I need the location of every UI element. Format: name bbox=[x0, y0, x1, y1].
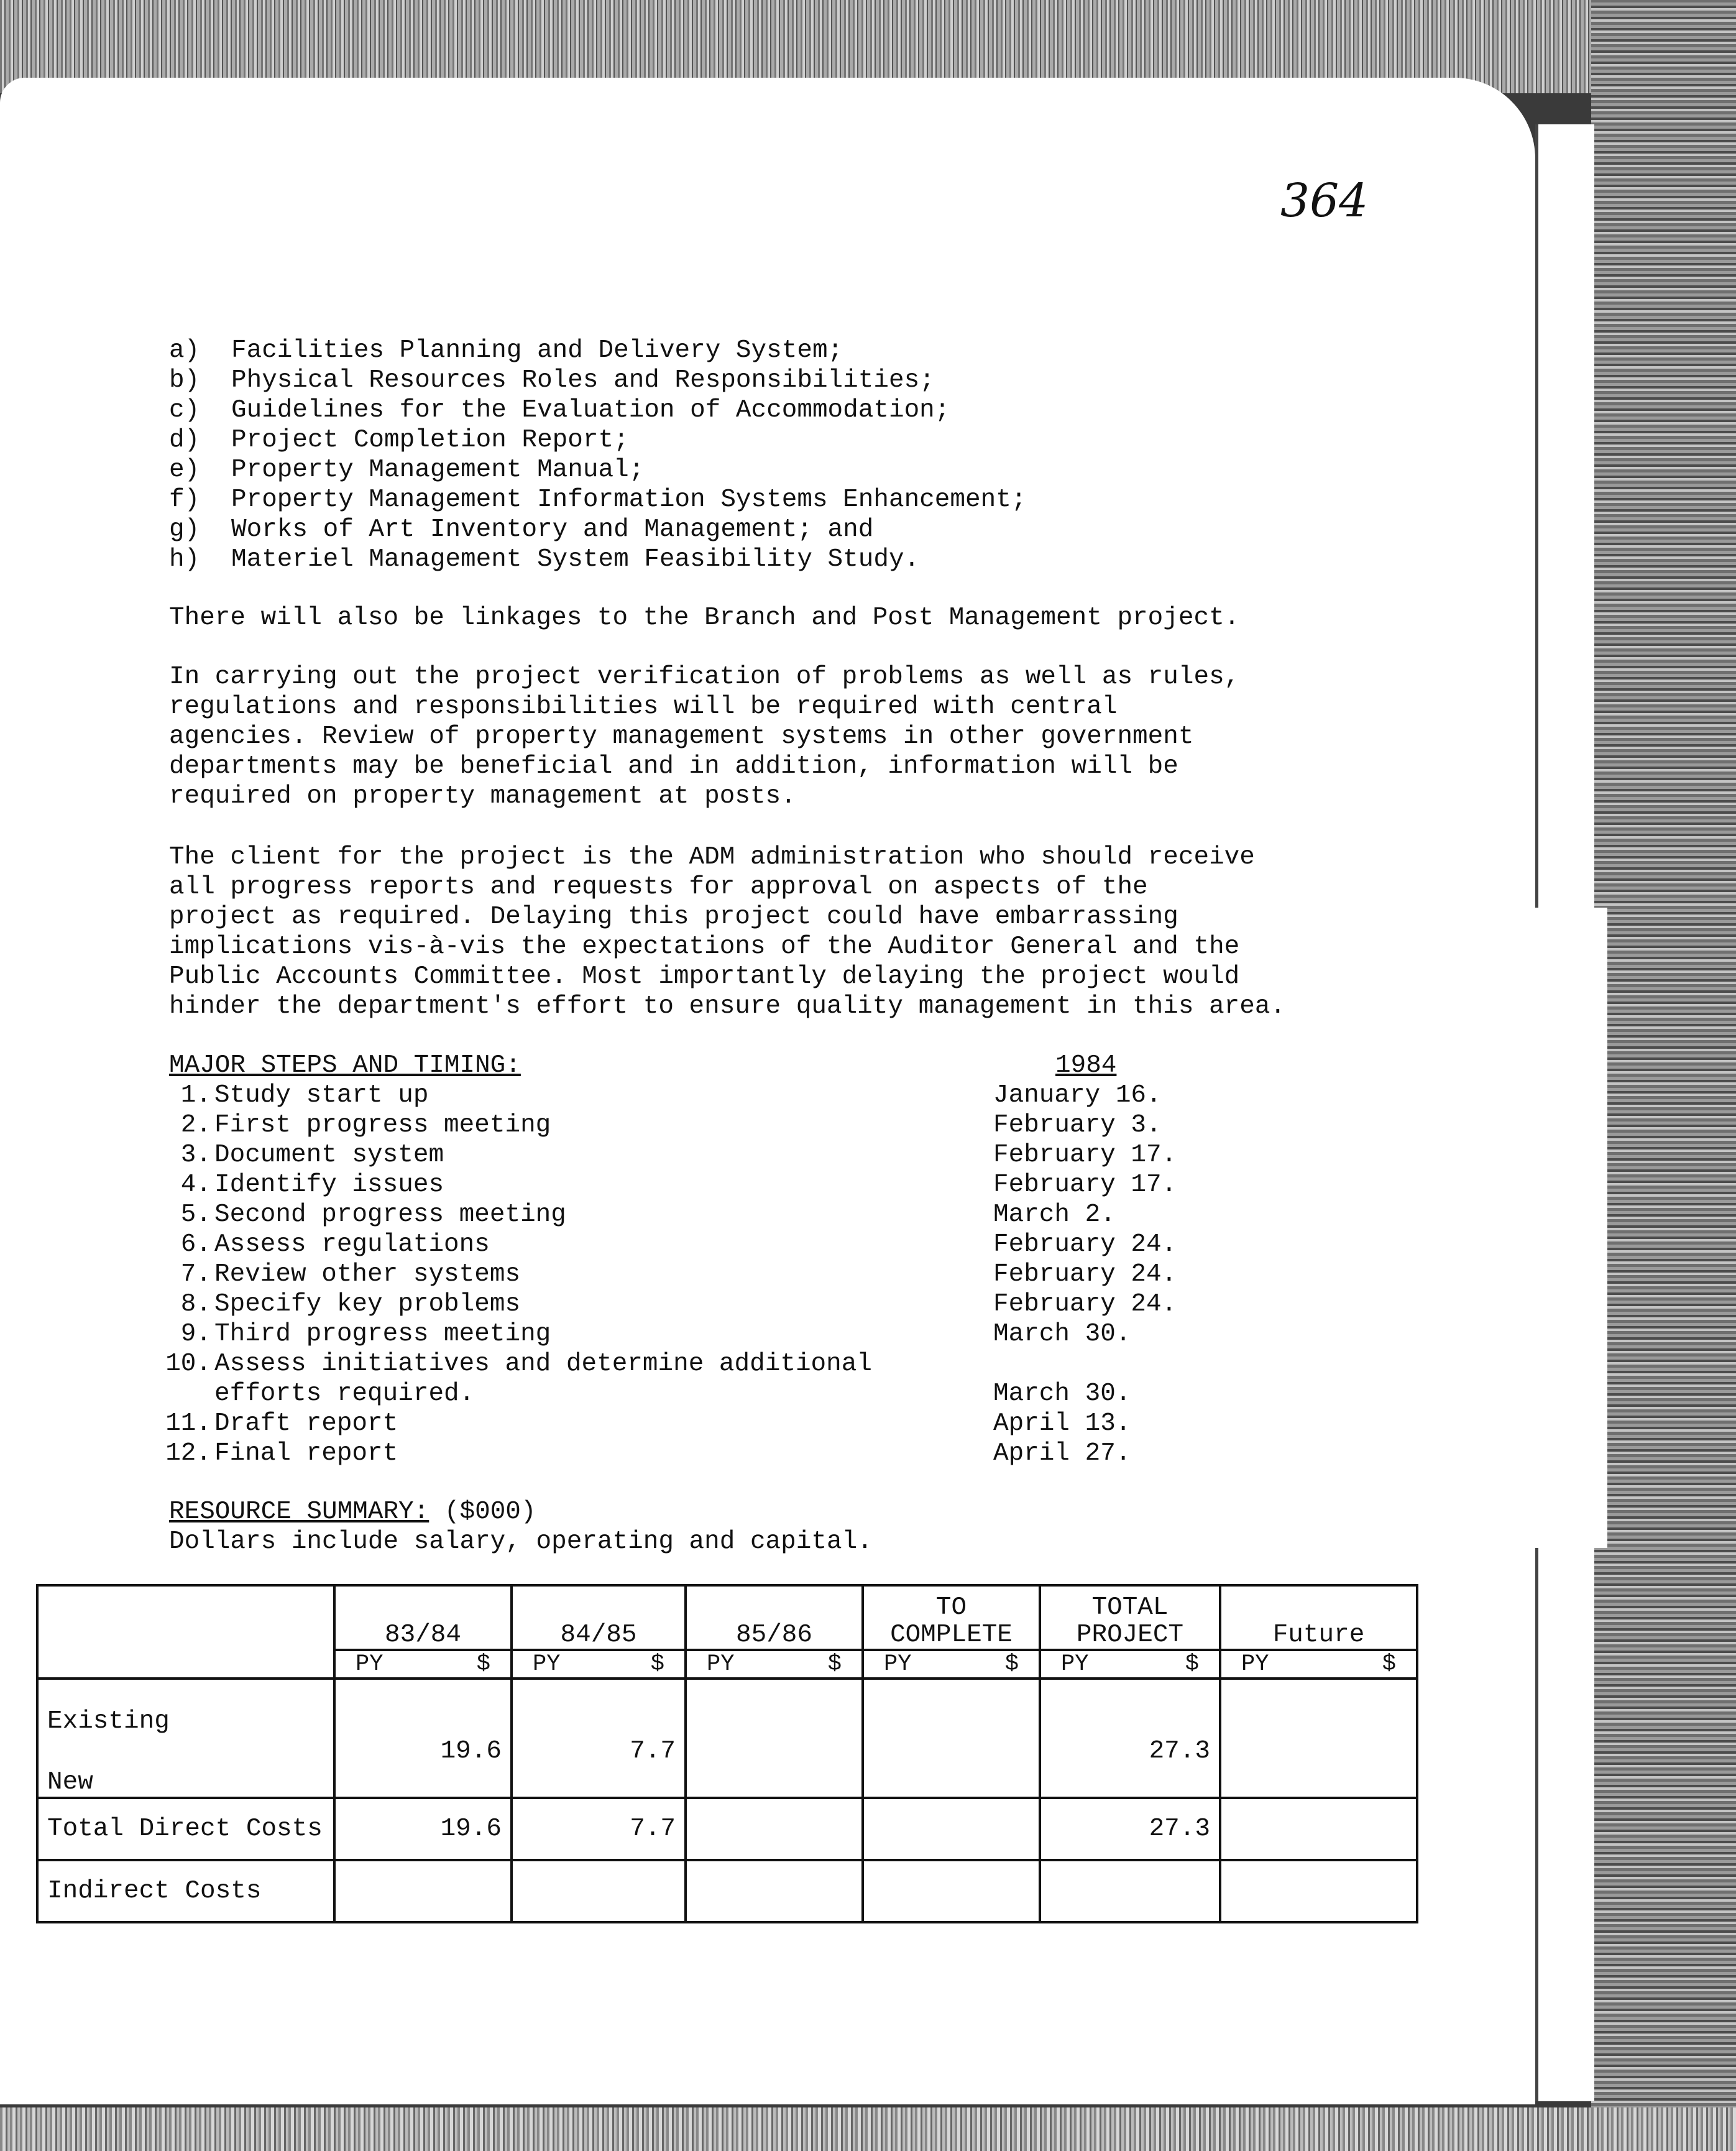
dollar-label: $ bbox=[476, 1651, 490, 1677]
step-number: 8. bbox=[180, 1290, 211, 1319]
list-letter: h) bbox=[169, 545, 200, 574]
step-row bbox=[155, 1230, 1212, 1260]
scan-border-bottom bbox=[0, 2107, 1736, 2151]
list-text: Project Completion Report; bbox=[231, 426, 629, 454]
step-number: 5. bbox=[180, 1200, 211, 1229]
column-header: 84/85 bbox=[512, 1585, 686, 1650]
linkages-paragraph bbox=[169, 603, 1350, 633]
table-cell bbox=[686, 1679, 863, 1798]
py-label: PY bbox=[533, 1651, 561, 1677]
row-label-cell bbox=[37, 1679, 334, 1798]
step-number: 10. bbox=[165, 1350, 211, 1378]
step-date: March 30. bbox=[993, 1320, 1131, 1348]
step-date: February 17. bbox=[993, 1141, 1177, 1169]
step-text: Identify issues bbox=[214, 1171, 444, 1199]
step-text: First progress meeting bbox=[214, 1111, 551, 1140]
list-item bbox=[169, 455, 1350, 485]
list-letter: g) bbox=[169, 515, 200, 544]
resource-unit: ($000) bbox=[444, 1498, 536, 1526]
paragraph-line: required on property management at posts. bbox=[169, 782, 796, 811]
step-row bbox=[155, 1439, 1212, 1468]
step-row bbox=[155, 1110, 1212, 1140]
list-item bbox=[169, 366, 1350, 395]
table-cell bbox=[686, 1798, 863, 1860]
step-row bbox=[155, 1260, 1212, 1289]
step-date: February 3. bbox=[993, 1111, 1162, 1140]
new-label: New bbox=[47, 1768, 93, 1797]
column-header: 83/84 bbox=[334, 1585, 512, 1650]
table-corner-cell bbox=[37, 1585, 334, 1679]
step-row bbox=[155, 1140, 1212, 1170]
major-steps-section bbox=[155, 1051, 1212, 1468]
step-text: Specify key problems bbox=[214, 1290, 521, 1319]
step-number: 12. bbox=[165, 1439, 211, 1468]
scan-border-right bbox=[1591, 0, 1736, 2151]
steps-year: 1984 bbox=[1055, 1051, 1117, 1080]
step-row bbox=[155, 1349, 1212, 1379]
steps-header-row bbox=[155, 1051, 1212, 1080]
table-cell: 7.7 bbox=[512, 1798, 686, 1860]
list-item bbox=[169, 485, 1350, 515]
paragraph-line: hinder the department's effort to ensure quality management in this area. bbox=[169, 992, 1286, 1021]
step-number: 11. bbox=[165, 1409, 211, 1438]
step-date: January 16. bbox=[993, 1081, 1162, 1110]
list-text: Works of Art Inventory and Management; and bbox=[231, 515, 874, 544]
step-number: 2. bbox=[180, 1111, 211, 1140]
list-letter: a) bbox=[169, 336, 200, 365]
list-text: Facilities Planning and Delivery System; bbox=[231, 336, 843, 365]
column-header: 85/86 bbox=[686, 1585, 863, 1650]
table-cell bbox=[863, 1679, 1040, 1798]
dollar-label: $ bbox=[1185, 1651, 1199, 1677]
paragraph-line: Public Accounts Committee. Most importantly delaying the project would bbox=[169, 962, 1240, 991]
list-item bbox=[169, 515, 1350, 545]
py-label: PY bbox=[707, 1651, 735, 1677]
table-row bbox=[37, 1679, 1417, 1798]
step-number: 4. bbox=[180, 1171, 211, 1199]
step-text: Assess initiatives and determine additional bbox=[214, 1350, 872, 1378]
client-paragraph bbox=[169, 842, 1350, 1021]
handwritten-page-number: 364 bbox=[1280, 174, 1369, 228]
list-text: Guidelines for the Evaluation of Accommodation; bbox=[231, 396, 950, 425]
list-letter: b) bbox=[169, 366, 200, 395]
step-row bbox=[155, 1080, 1212, 1110]
paragraph-line: In carrying out the project verification of problems as well as rules, bbox=[169, 663, 1240, 691]
paragraph-line: all progress reports and requests for approval on aspects of the bbox=[169, 873, 1148, 901]
table-cell bbox=[1220, 1798, 1417, 1860]
step-row bbox=[155, 1200, 1212, 1230]
resource-heading: RESOURCE SUMMARY: bbox=[169, 1498, 429, 1526]
resource-note: Dollars include salary, operating and capital. bbox=[169, 1527, 873, 1556]
resource-heading-line bbox=[169, 1497, 873, 1527]
dollar-label: $ bbox=[650, 1651, 664, 1677]
table-cell: 27.3 bbox=[1040, 1679, 1220, 1798]
subheader-cell bbox=[863, 1650, 1040, 1679]
step-row bbox=[155, 1379, 1212, 1409]
step-date: March 30. bbox=[993, 1379, 1131, 1408]
table-cell: 27.3 bbox=[1040, 1798, 1220, 1860]
existing-label: Existing bbox=[47, 1707, 170, 1736]
table-cell bbox=[1040, 1860, 1220, 1922]
verification-paragraph bbox=[169, 662, 1350, 811]
step-text: Document system bbox=[214, 1141, 444, 1169]
step-date: February 17. bbox=[993, 1171, 1177, 1199]
step-text: Assess regulations bbox=[214, 1230, 490, 1259]
paragraph-line: regulations and responsibilities will be required with central bbox=[169, 693, 1118, 721]
resource-summary-table bbox=[36, 1584, 1418, 1923]
resource-summary-heading-block bbox=[169, 1497, 873, 1557]
table-cell: 19.6 bbox=[334, 1798, 512, 1860]
list-text: Physical Resources Roles and Responsibilities; bbox=[231, 366, 935, 395]
list-item bbox=[169, 395, 1350, 425]
subheader-cell bbox=[334, 1650, 512, 1679]
table-cell: 19.6 bbox=[334, 1679, 512, 1798]
dollar-label: $ bbox=[827, 1651, 842, 1677]
table-row bbox=[37, 1860, 1417, 1922]
step-number: 9. bbox=[180, 1320, 211, 1348]
paragraph-line: project as required. Delaying this project could have embarrassing bbox=[169, 903, 1178, 931]
step-row bbox=[155, 1319, 1212, 1349]
list-letter: c) bbox=[169, 396, 200, 425]
step-text: Draft report bbox=[214, 1409, 398, 1438]
step-date: April 13. bbox=[993, 1409, 1131, 1438]
paragraph-line: agencies. Review of property management systems in other government bbox=[169, 722, 1194, 751]
paragraph-line: departments may be beneficial and in addition, information will be bbox=[169, 752, 1178, 781]
table-cell bbox=[863, 1798, 1040, 1860]
step-text: Third progress meeting bbox=[214, 1320, 551, 1348]
list-text: Materiel Management System Feasibility Study. bbox=[231, 545, 920, 574]
table-cell bbox=[334, 1860, 512, 1922]
dollar-label: $ bbox=[1004, 1651, 1019, 1677]
subheader-cell bbox=[686, 1650, 863, 1679]
list-letter: f) bbox=[169, 486, 200, 514]
step-row bbox=[155, 1170, 1212, 1200]
list-text: Property Management Information Systems Enhancement; bbox=[231, 486, 1027, 514]
list-letter: d) bbox=[169, 426, 200, 454]
paragraph-line: implications vis-à-vis the expectations of the Auditor General and the bbox=[169, 933, 1240, 961]
list-text: Property Management Manual; bbox=[231, 456, 645, 484]
step-text: efforts required. bbox=[214, 1379, 475, 1408]
paragraph-line: There will also be linkages to the Branch and Post Management project. bbox=[169, 604, 1240, 632]
py-label: PY bbox=[884, 1651, 912, 1677]
column-header: Future bbox=[1220, 1585, 1417, 1650]
table-cell bbox=[512, 1860, 686, 1922]
deliverables-list bbox=[169, 336, 1350, 574]
subheader-cell bbox=[1220, 1650, 1417, 1679]
table-cell: 7.7 bbox=[512, 1679, 686, 1798]
total-direct-label: Total Direct Costs bbox=[37, 1798, 334, 1860]
steps-heading: MAJOR STEPS AND TIMING: bbox=[169, 1051, 521, 1080]
column-header: TOTAL PROJECT bbox=[1040, 1585, 1220, 1650]
step-text: Second progress meeting bbox=[214, 1200, 566, 1229]
subheader-cell bbox=[512, 1650, 686, 1679]
step-text: Review other systems bbox=[214, 1260, 521, 1289]
subheader-cell bbox=[1040, 1650, 1220, 1679]
list-item bbox=[169, 336, 1350, 366]
step-date: March 2. bbox=[993, 1200, 1116, 1229]
py-label: PY bbox=[356, 1651, 383, 1677]
list-letter: e) bbox=[169, 456, 200, 484]
list-item bbox=[169, 425, 1350, 455]
step-row bbox=[155, 1289, 1212, 1319]
dollar-label: $ bbox=[1382, 1651, 1396, 1677]
column-header: TO COMPLETE bbox=[863, 1585, 1040, 1650]
py-label: PY bbox=[1241, 1651, 1269, 1677]
step-date: February 24. bbox=[993, 1260, 1177, 1289]
list-item bbox=[169, 545, 1350, 574]
py-label: PY bbox=[1061, 1651, 1089, 1677]
table-cell bbox=[1220, 1860, 1417, 1922]
table-cell bbox=[686, 1860, 863, 1922]
step-date: February 24. bbox=[993, 1290, 1177, 1319]
step-number: 1. bbox=[180, 1081, 211, 1110]
table-cell bbox=[863, 1860, 1040, 1922]
step-number: 7. bbox=[180, 1260, 211, 1289]
step-text: Final report bbox=[214, 1439, 398, 1468]
table-header-row bbox=[37, 1585, 1417, 1650]
table-cell bbox=[1220, 1679, 1417, 1798]
step-date: April 27. bbox=[993, 1439, 1131, 1468]
indirect-label: Indirect Costs bbox=[37, 1860, 334, 1922]
step-row bbox=[155, 1409, 1212, 1439]
paragraph-line: The client for the project is the ADM administration who should receive bbox=[169, 843, 1255, 872]
step-date: February 24. bbox=[993, 1230, 1177, 1259]
step-text: Study start up bbox=[214, 1081, 429, 1110]
table-row bbox=[37, 1798, 1417, 1860]
step-number: 6. bbox=[180, 1230, 211, 1259]
step-number: 3. bbox=[180, 1141, 211, 1169]
